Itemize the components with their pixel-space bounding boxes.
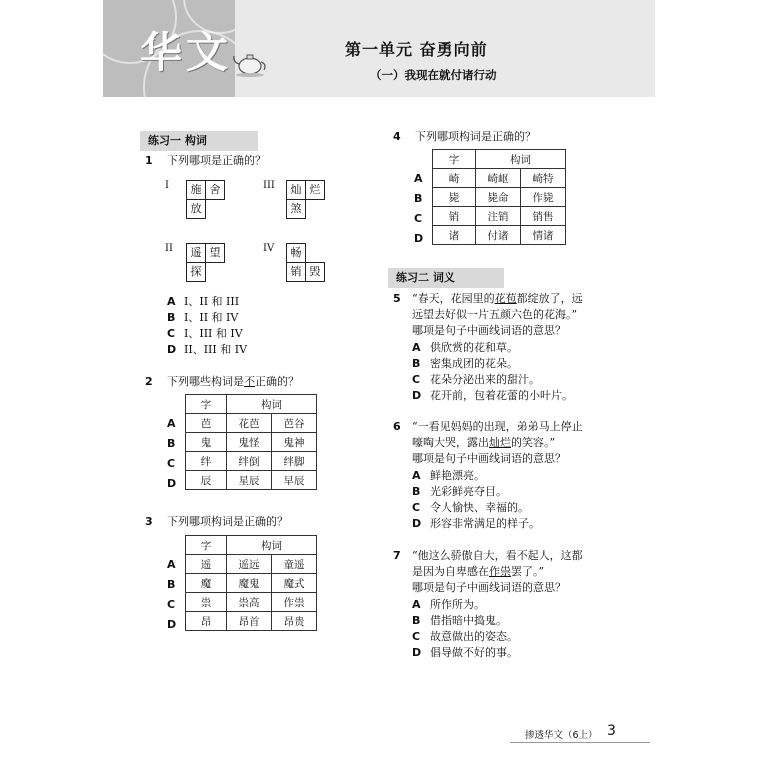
page-number: 3	[607, 723, 616, 739]
teapot-icon	[232, 44, 268, 78]
passage-line: “春天，花园里的花苞都绽放了，远	[412, 292, 583, 305]
option-text: 光彩鲜亮夺目。	[430, 485, 507, 498]
roman-label: III	[263, 180, 275, 191]
table-cell: 星辰	[227, 471, 272, 490]
question-number: 6	[393, 420, 401, 433]
row-label: B	[414, 192, 423, 205]
option-text: 倡导做不好的事。	[430, 646, 518, 659]
emphasis-word: 不	[244, 375, 255, 388]
char-box: 销	[286, 262, 306, 282]
row-label: A	[167, 417, 176, 430]
option-text: 密集成团的花朵。	[430, 357, 518, 370]
char-box: 施	[186, 180, 206, 200]
option-text: 花朵分泌出来的甜汁。	[430, 373, 540, 386]
question-number: 7	[393, 549, 401, 562]
question-stem: 下列哪项是正确的？	[167, 154, 266, 167]
table-cell: 昂	[186, 612, 227, 631]
char-box: 放	[186, 199, 206, 219]
table-cell: 注销	[476, 207, 521, 226]
table-cell: 毙命	[476, 188, 521, 207]
table-cell: 崎岖	[476, 169, 521, 188]
row-label: B	[167, 578, 176, 591]
logo-text: 华文	[140, 28, 233, 77]
table-cell: 祟高	[227, 593, 272, 612]
question-stem: 下列哪些构词是不正确的？	[167, 375, 299, 388]
row-label: C	[167, 598, 176, 611]
table-cell: 诸	[433, 226, 476, 245]
option-label: B	[167, 311, 176, 324]
option-text: 鲜艳漂亮。	[430, 469, 485, 482]
option-text: 供欣赏的花和草。	[430, 341, 518, 354]
question-stem: 哪项是句子中画线词语的意思？	[412, 452, 566, 465]
header-cell: 字	[186, 536, 227, 555]
option-label: C	[412, 373, 421, 386]
question-stem: 下列哪项构词是正确的？	[415, 130, 536, 143]
question-stem: 哪项是句子中画线词语的意思？	[412, 581, 566, 594]
table-cell: 销售	[521, 207, 566, 226]
lesson-title: （一）我现在就付诸行动	[370, 68, 497, 82]
table-cell: 崎特	[521, 169, 566, 188]
option-label: D	[412, 517, 422, 530]
table-cell: 销	[433, 207, 476, 226]
table-cell: 昂首	[227, 612, 272, 631]
section-tag-exercise-2: 练习二 词义	[388, 268, 504, 288]
table-cell: 芭	[186, 414, 227, 433]
question-number: 3	[145, 515, 153, 528]
option-text: 借指暗中捣鬼。	[430, 614, 507, 627]
char-box: 灿	[286, 180, 306, 200]
row-label: D	[414, 232, 424, 245]
table-cell: 遥远	[227, 555, 272, 574]
header-cell: 字	[433, 150, 476, 169]
underlined-word: 灿烂	[489, 436, 511, 449]
header-cell: 字	[186, 395, 227, 414]
table-cell: 鬼	[186, 433, 227, 452]
char-box: 望	[205, 243, 225, 263]
header-cell: 构词	[227, 536, 317, 555]
table-cell: 魔鬼	[227, 574, 272, 593]
passage-line: 远望去好似一片五颜六色的花海。”	[412, 308, 578, 321]
row-label: A	[167, 558, 176, 571]
option-label: C	[412, 630, 421, 643]
question-number: 5	[393, 292, 401, 305]
char-box: 遥	[186, 243, 206, 263]
option-label: A	[412, 341, 421, 354]
option-text: 故意做出的姿态。	[430, 630, 518, 643]
footer-rule	[510, 742, 650, 743]
roman-label: IV	[263, 243, 275, 254]
option-text: I、II 和 IV	[184, 311, 239, 324]
option-label: A	[412, 469, 421, 482]
option-label: A	[412, 598, 421, 611]
table-cell: 辰	[186, 471, 227, 490]
row-label: B	[167, 437, 176, 450]
option-label: B	[412, 357, 421, 370]
table-cell: 昂贵	[272, 612, 317, 631]
option-label: C	[167, 327, 176, 340]
underlined-word: 花苞	[494, 292, 517, 305]
passage-line: “他这么骄傲自大，看不起人，这都	[412, 549, 583, 562]
word-table	[185, 394, 317, 490]
table-cell: 绊倒	[227, 452, 272, 471]
word-table	[185, 535, 317, 631]
table-cell: 祟	[186, 593, 227, 612]
table-cell: 绊	[186, 452, 227, 471]
option-label: A	[167, 295, 176, 308]
roman-label: II	[165, 243, 173, 254]
table-cell: 鬼怪	[227, 433, 272, 452]
option-text: 所作所为。	[430, 598, 485, 611]
question-number: 1	[145, 154, 153, 167]
option-label: C	[412, 501, 421, 514]
table-cell: 魔式	[272, 574, 317, 593]
char-box: 烂	[305, 180, 325, 200]
table-cell: 情诸	[521, 226, 566, 245]
table-cell: 芭谷	[272, 414, 317, 433]
roman-label: I	[165, 180, 169, 191]
underlined-word: 作祟	[489, 565, 511, 578]
word-table	[432, 149, 566, 245]
option-text: II、III 和 IV	[184, 343, 248, 356]
char-box: 探	[186, 262, 206, 282]
option-label: D	[412, 389, 422, 402]
table-cell: 童遥	[272, 555, 317, 574]
passage-line: 是因为自卑感在作祟罢了。”	[412, 565, 545, 578]
table-cell: 作毙	[521, 188, 566, 207]
row-label: C	[167, 457, 176, 470]
passage-line: 嚎啕大哭，露出灿烂的笑容。”	[412, 436, 556, 449]
char-box: 煞	[286, 199, 306, 219]
passage-line: “一看见妈妈的出现，弟弟马上停止	[412, 420, 583, 433]
section-tag-exercise-1: 练习一 构词	[140, 131, 258, 151]
option-text: I、II 和 III	[184, 295, 240, 308]
table-cell: 绊脚	[272, 452, 317, 471]
header-cell: 构词	[476, 150, 566, 169]
question-number: 2	[145, 375, 153, 388]
table-cell: 花芭	[227, 414, 272, 433]
table-cell: 遥	[186, 555, 227, 574]
header-cell: 构词	[227, 395, 317, 414]
option-text: 令人愉快、幸福的。	[430, 501, 529, 514]
table-cell: 作祟	[272, 593, 317, 612]
option-text: 花开前，包着花蕾的小叶片。	[430, 389, 573, 402]
unit-title: 第一单元 奋勇向前	[345, 40, 488, 59]
option-label: D	[167, 343, 177, 356]
table-cell: 毙	[433, 188, 476, 207]
option-label: D	[412, 646, 422, 659]
option-label: B	[412, 485, 421, 498]
question-number: 4	[393, 130, 401, 143]
option-text: I、III 和 IV	[184, 327, 243, 340]
option-text: 形容非常满足的样子。	[430, 517, 540, 530]
table-cell: 崎	[433, 169, 476, 188]
table-cell: 魔	[186, 574, 227, 593]
footer-book-title: 掺透华文（6上）	[525, 730, 598, 741]
option-label: B	[412, 614, 421, 627]
char-box: 畅	[286, 243, 306, 263]
row-label: A	[414, 172, 423, 185]
question-stem: 下列哪项构词是正确的？	[167, 515, 288, 528]
table-cell: 鬼神	[272, 433, 317, 452]
table-cell: 早辰	[272, 471, 317, 490]
question-stem: 哪项是句子中画线词语的意思？	[412, 324, 566, 337]
char-box: 毁	[305, 262, 325, 282]
row-label: C	[414, 212, 423, 225]
row-label: D	[167, 477, 177, 490]
table-cell: 付诸	[476, 226, 521, 245]
row-label: D	[167, 618, 177, 631]
char-box: 舍	[205, 180, 225, 200]
